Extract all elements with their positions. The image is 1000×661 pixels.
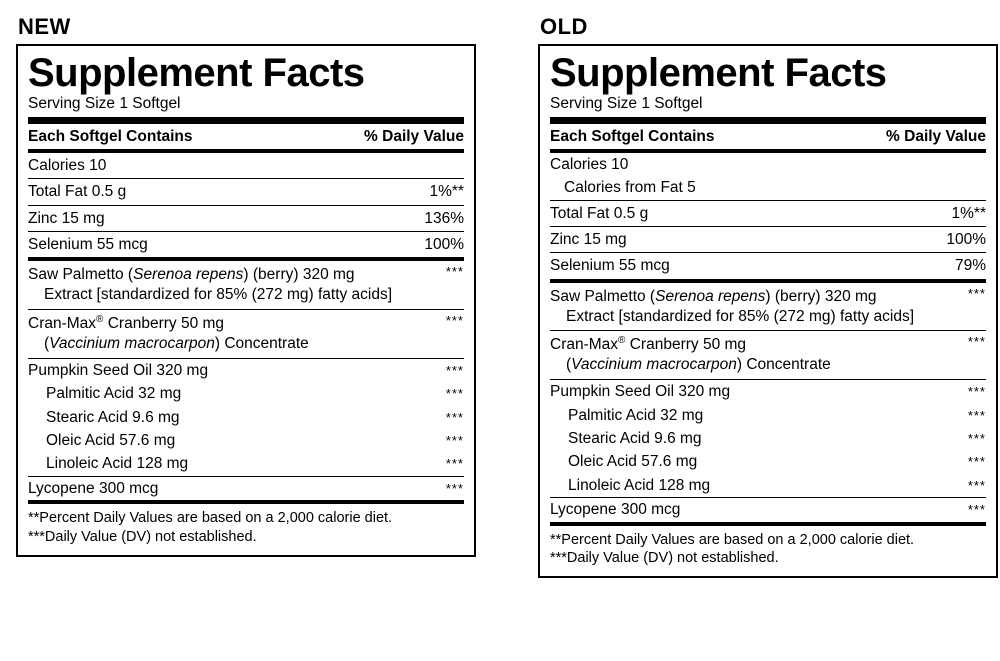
ingredient-name: Oleic Acid 57.6 mg [568,453,698,471]
ingredient-name: Pumpkin Seed Oil 320 mg [550,383,731,401]
facts-box-old [538,44,998,578]
ingredient-dv: *** [445,433,464,449]
ingredient-dv: *** [967,431,986,447]
ingredient-row-saw-palmetto [28,261,464,309]
ingredient-detail-post: ) Concentrate [736,356,831,374]
ingredient-detail-pre: ( [44,335,50,353]
registered-trademark-icon: ® [96,314,104,326]
ingredient-name-pre: Saw Palmetto ( [28,266,134,284]
ingredient-dv: *** [445,480,464,496]
ingredient-name-pre: Cran-Max [28,315,97,333]
ingredient-name: Linoleic Acid 128 mg [46,455,189,473]
nutrient-row [28,179,464,204]
ingredient-dv: *** [967,477,986,493]
nutrient-name: Calories from Fat 5 [564,179,696,197]
ingredient-dv: *** [967,407,986,423]
ingredient-row-lycopene [550,498,986,521]
nutrient-name: Calories 10 [28,156,107,174]
footnote-percent-dv: **Percent Daily Values are based on a 2,000 calorie diet. [550,531,915,548]
ingredient-subrow [28,452,464,475]
nutrient-row [28,232,464,257]
ingredient-subrow [550,427,986,450]
column-headers [28,124,464,149]
facts-title: Supplement Facts [550,51,887,95]
panel-label-old: OLD [540,14,588,39]
ingredient-row-pumpkin [550,380,986,403]
supplement-facts-panel-new [16,44,476,557]
nutrient-dv: 100% [424,236,464,254]
nutrient-name: Selenium 55 mcg [550,257,670,275]
nutrient-name: Total Fat 0.5 g [550,204,649,222]
nutrient-name: Calories 10 [550,155,629,173]
nutrient-row [28,206,464,231]
column-header-right: % Daily Value [886,127,986,145]
facts-box-new [16,44,476,557]
ingredient-text [28,265,392,305]
column-header-left: Each Softgel Contains [28,127,193,145]
nutrient-name: Zinc 15 mg [28,209,105,227]
nutrient-name: Selenium 55 mcg [28,236,148,254]
footnote-dv-not-established: ***Daily Value (DV) not established. [550,550,779,567]
column-headers [550,124,986,149]
nutrient-dv: 1%** [429,183,464,201]
ingredient-dv: *** [967,384,986,400]
ingredient-name-post: ) (berry) 320 mg [243,266,355,284]
ingredient-row-pumpkin [28,359,464,382]
nutrient-name: Zinc 15 mg [550,231,627,249]
supplement-facts-panel-old [538,44,998,578]
ingredient-row-cranmax [550,331,986,379]
nutrient-dv: 79% [954,257,986,275]
footnote-percent-dv: **Percent Daily Values are based on a 2,000 calorie diet. [28,510,393,527]
ingredient-detail-post: ) Concentrate [214,335,309,353]
nutrient-row [550,227,986,252]
nutrient-row [28,153,464,178]
ingredient-name: Palmitic Acid 32 mg [46,385,182,403]
ingredient-dv: *** [445,409,464,425]
ingredient-detail: Extract [standardized for 85% (272 mg) fatty acids] [44,286,393,304]
ingredient-name: Stearic Acid 9.6 mg [46,408,180,426]
serving-size: Serving Size 1 Softgel [28,95,181,113]
ingredient-row-cranmax [28,310,464,358]
ingredient-subrow [28,429,464,452]
ingredient-dv: *** [445,264,464,280]
nutrient-dv: 100% [946,231,986,249]
ingredient-row-lycopene [28,477,464,500]
ingredient-name: Oleic Acid 57.6 mg [46,432,176,450]
ingredient-subrow [28,406,464,429]
rule-thick [550,117,986,124]
nutrient-dv: 1%** [951,204,986,222]
ingredient-name: Pumpkin Seed Oil 320 mg [28,361,209,379]
ingredient-dv: *** [445,456,464,472]
ingredient-dv: *** [967,454,986,470]
ingredient-dv: *** [445,362,464,378]
ingredient-name: Palmitic Acid 32 mg [568,406,704,424]
ingredient-text [550,335,831,375]
ingredient-detail: Extract [standardized for 85% (272 mg) fatty acids] [566,307,915,325]
footnotes [550,526,986,569]
ingredient-dv: *** [445,313,464,329]
ingredient-latin-name: Vaccinium macrocarpon [571,356,737,374]
ingredient-latin-name: Vaccinium macrocarpon [49,335,215,353]
ingredient-subrow [550,404,986,427]
nutrient-row [550,176,986,199]
ingredient-name: Stearic Acid 9.6 mg [568,430,702,448]
nutrient-name: Total Fat 0.5 g [28,183,127,201]
column-header-left: Each Softgel Contains [550,127,715,145]
ingredient-name: Linoleic Acid 128 mg [568,476,711,494]
ingredient-dv: *** [967,285,986,301]
footnote-dv-not-established: ***Daily Value (DV) not established. [28,529,257,545]
registered-trademark-icon: ® [618,335,626,347]
panel-label-new: NEW [18,14,71,39]
ingredient-name-post: Cranberry 50 mg [103,315,225,333]
rule-thick [28,117,464,124]
nutrient-dv: 136% [424,209,464,227]
ingredient-name-pre: Saw Palmetto ( [550,287,656,305]
ingredient-subrow [550,450,986,473]
ingredient-dv: *** [445,386,464,402]
nutrient-row [550,253,986,278]
ingredient-subrow [550,474,986,497]
ingredient-name-post: Cranberry 50 mg [625,336,747,354]
ingredient-latin-name: Serenoa repens [133,266,244,284]
ingredient-detail-pre: ( [566,356,572,374]
nutrient-row [550,153,986,176]
footnotes [28,504,464,547]
ingredient-dv: *** [967,502,986,518]
ingredient-text [28,314,309,354]
facts-title: Supplement Facts [28,51,365,95]
ingredient-name: Lycopene 300 mcg [28,479,159,497]
ingredient-name: Lycopene 300 mcg [550,501,681,519]
column-header-right: % Daily Value [364,127,464,145]
ingredient-dv: *** [967,334,986,350]
ingredient-latin-name: Serenoa repens [655,287,766,305]
ingredient-name-post: ) (berry) 320 mg [765,287,877,305]
ingredient-name-pre: Cran-Max [550,336,619,354]
nutrient-row [550,201,986,226]
ingredient-row-saw-palmetto [550,283,986,331]
serving-size: Serving Size 1 Softgel [550,95,703,113]
ingredient-subrow [28,382,464,405]
ingredient-text [550,287,914,327]
